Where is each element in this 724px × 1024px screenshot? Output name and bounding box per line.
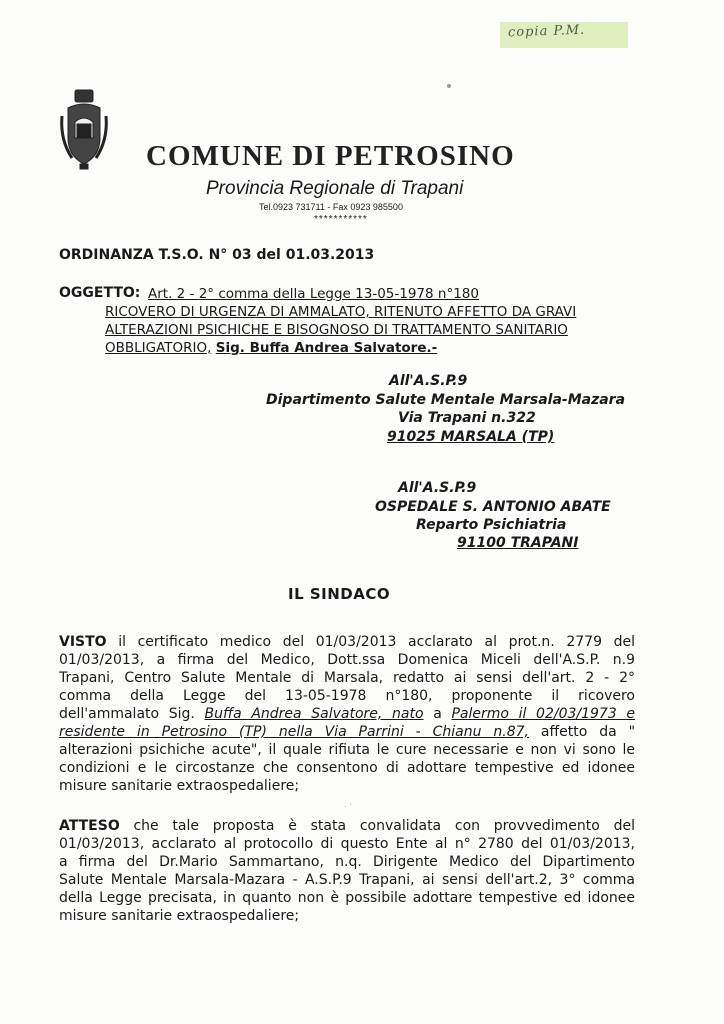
recipient2-line3: Reparto Psichiatria: [416, 517, 567, 533]
subject-line-4: [105, 340, 437, 356]
recipient2-line2: OSPEDALE S. ANTONIO ABATE: [375, 499, 611, 515]
handwritten-copy-note: copia P.M.: [507, 22, 586, 41]
visto-text-6b: affetto da ": [528, 724, 636, 740]
visto-text-1: il certificato medico del 01/03/2013 acclarato al prot.n. 2779 del: [106, 634, 635, 650]
visto-line-5: [59, 706, 635, 722]
recipient1-line4: 91025 MARSALA (TP): [387, 429, 555, 445]
subject-label: OGGETTO:: [59, 285, 141, 301]
visto-line-9: misure sanitarie extraospedaliere;: [59, 778, 300, 794]
recipient2-line4: 91100 TRAPANI: [457, 535, 579, 551]
atteso-line-4: Salute Mentale Marsala-Mazara - A.S.P.9 Trapani, ai sensi dell'art.2, 3° comma: [59, 872, 635, 888]
visto-text-5a: dell'ammalato Sig.: [59, 706, 205, 722]
recipient1-line2: Dipartimento Salute Mentale Marsala-Mazara: [266, 392, 626, 408]
municipal-crest-icon: [58, 86, 110, 170]
contact-line: Tel.0923 731711 - Fax 0923 985500: [259, 202, 403, 212]
atteso-line-3: a firma del Dr.Mario Sammartano, n.q. Dirigente Medico del Dipartimento: [59, 854, 635, 870]
subject-line-1: Art. 2 - 2° comma della Legge 13-05-1978 n°180: [148, 286, 479, 302]
visto-patient-name: Buffa Andrea Salvatore, nato: [204, 706, 424, 722]
recipient1-line1: All'A.S.P.9: [389, 373, 468, 389]
visto-line-6: [59, 724, 635, 740]
subject-obbligatorio: OBBLIGATORIO,: [105, 340, 212, 356]
subject-line-3: ALTERAZIONI PSICHICHE E BISOGNOSO DI TRATTAMENTO SANITARIO: [105, 322, 568, 338]
atteso-line-1: [59, 818, 635, 834]
subject-line-2: RICOVERO DI URGENZA DI AMMALATO, RITENUTO AFFETTO DA GRAVI: [105, 304, 577, 320]
atteso-text-1: che tale proposta è stata convalidata con provvedimento del: [119, 818, 635, 834]
mayor-heading: IL SINDACO: [288, 585, 391, 603]
visto-residence: residente in Petrosino (TP) nella Via Parrini - Chianu n.87,: [59, 724, 529, 740]
recipient2-line1: All'A.S.P.9: [398, 480, 477, 496]
scan-speck: . ·: [344, 800, 352, 809]
visto-line-8: condizioni e le circostanze che consentono di adottare tempestive ed idonee: [59, 760, 635, 776]
visto-birth: Palermo il 02/03/1973 e: [451, 706, 635, 722]
ordinance-number: ORDINANZA T.S.O. N° 03 del 01.03.2013: [59, 247, 375, 263]
visto-line-2: 01/03/2013, a firma del Medico, Dott.ssa Domenica Miceli dell'A.S.P. n.9: [59, 652, 635, 668]
recipient1-line3: Via Trapani n.322: [398, 410, 536, 426]
visto-keyword: VISTO: [59, 634, 107, 650]
atteso-line-6: misure sanitarie extraospedaliere;: [59, 908, 300, 924]
visto-text-5c: a: [423, 706, 452, 722]
visto-line-3: Trapani, Centro Salute Mentale di Marsala, redatto ai sensi dell'art. 2 - 2°: [59, 670, 635, 686]
visto-line-4: comma della Legge del 13-05-1978 n°180, proponente il ricovero: [59, 688, 635, 704]
municipality-title: COMUNE DI PETROSINO: [146, 140, 515, 172]
subject-person: Sig. Buffa Andrea Salvatore.-: [215, 340, 438, 356]
visto-line-7: alterazioni psichiche acute", il quale rifiuta le cure necessarie e non vi sono le: [59, 742, 635, 758]
province-subtitle: Provincia Regionale di Trapani: [206, 178, 464, 199]
star-divider: ***********: [314, 214, 368, 225]
atteso-keyword: ATTESO: [59, 818, 120, 834]
visto-line-1: [59, 634, 635, 650]
speck-mark: [447, 84, 451, 88]
atteso-line-2: 01/03/2013, acclarato al protocollo di questo Ente al n° 2780 del 01/03/2013,: [59, 836, 635, 852]
atteso-line-5: della Legge precisata, in quanto non è possibile adottare tempestive ed idonee: [59, 890, 635, 906]
